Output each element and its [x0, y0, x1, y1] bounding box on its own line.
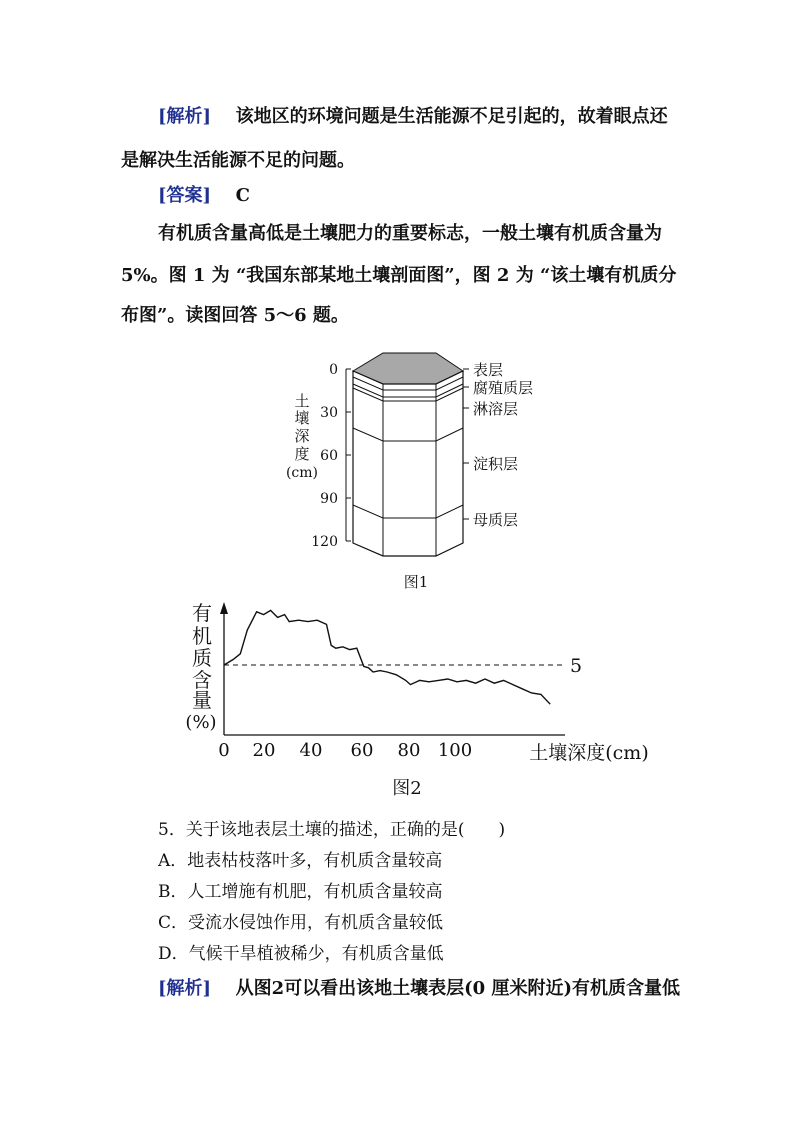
- figure1-caption: 图1: [403, 573, 429, 591]
- intro-line-1: 有机质含量高低是土壤肥力的重要标志，一般土壤有机质含量为: [158, 223, 662, 244]
- xtick-0: 0: [218, 740, 230, 761]
- axis-label-char-1: 土: [294, 392, 310, 410]
- ylabel-char-3: 质: [192, 646, 212, 670]
- analysis-text: 该地区的环境问题是生活能源不足引起的，故着眼点还: [235, 106, 668, 127]
- layer-label-leach: 淋溶层: [473, 400, 519, 418]
- xtick-20: 20: [252, 740, 276, 761]
- tick-label-90: 90: [320, 491, 338, 507]
- question-5-option-c[interactable]: C．受流水侵蚀作用，有机质含量较低: [158, 913, 444, 933]
- ylabel-char-5: 量: [192, 688, 212, 712]
- analysis2-text: 从图2可以看出该地土壤表层(0 厘米附近)有机质含量低: [235, 978, 680, 999]
- layer-label-surface: 表层: [473, 361, 504, 379]
- tick-label-0: 0: [329, 362, 338, 378]
- answer-tag: [答案]: [158, 185, 212, 206]
- ylabel-char-2: 机: [192, 624, 212, 648]
- answer-value: C: [235, 185, 250, 206]
- analysis2-tag: [解析]: [158, 978, 212, 999]
- tick-label-60: 60: [320, 448, 338, 464]
- ylabel-unit: (%): [185, 712, 217, 733]
- tick-label-120: 120: [311, 534, 338, 550]
- axis-label-char-3: 深: [294, 427, 310, 445]
- analysis-text-cont: 是解决生活能源不足的问题。: [121, 150, 355, 171]
- axis-label-char-2: 壤: [294, 409, 310, 427]
- intro-line-2: 5%。图 1 为 “我国东部某地土壤剖面图”，图 2 为 “该土壤有机质分: [121, 265, 677, 286]
- analysis2-line: [158, 974, 680, 1000]
- question-5-stem: 5．关于该地表层土壤的描述，正确的是( ): [158, 820, 506, 840]
- analysis-tag: [解析]: [158, 106, 212, 127]
- layer-label-parent: 母质层: [473, 511, 519, 529]
- ylabel-char-1: 有: [192, 601, 212, 625]
- figure2-caption: 图2: [392, 778, 422, 799]
- xtick-40: 40: [299, 740, 323, 761]
- xtick-100: 100: [437, 740, 473, 761]
- organic-matter-series-line: [224, 610, 550, 704]
- layer-label-humus: 腐殖质层: [473, 379, 534, 397]
- y-axis-arrow: [220, 602, 228, 614]
- intro-line-3: 布图”。读图回答 5～6 题。: [121, 305, 349, 326]
- xlabel: 土壤深度(cm): [529, 742, 649, 764]
- axis-unit: (cm): [285, 465, 319, 481]
- layer-label-illuvial: 淀积层: [473, 455, 519, 473]
- tick-label-30: 30: [320, 405, 338, 421]
- xtick-80: 80: [397, 740, 421, 761]
- question-5-option-a[interactable]: A．地表枯枝落叶多，有机质含量较高: [158, 851, 443, 871]
- question-5-option-d[interactable]: D．气候干旱植被稀少，有机质含量低: [158, 944, 444, 964]
- reference-label: 5: [570, 655, 583, 677]
- xtick-60: 60: [350, 740, 374, 761]
- ylabel-char-4: 含: [192, 668, 212, 692]
- question-5-option-b[interactable]: B．人工增施有机肥，有机质含量较高: [158, 882, 443, 902]
- axis-label-char-4: 度: [294, 445, 310, 463]
